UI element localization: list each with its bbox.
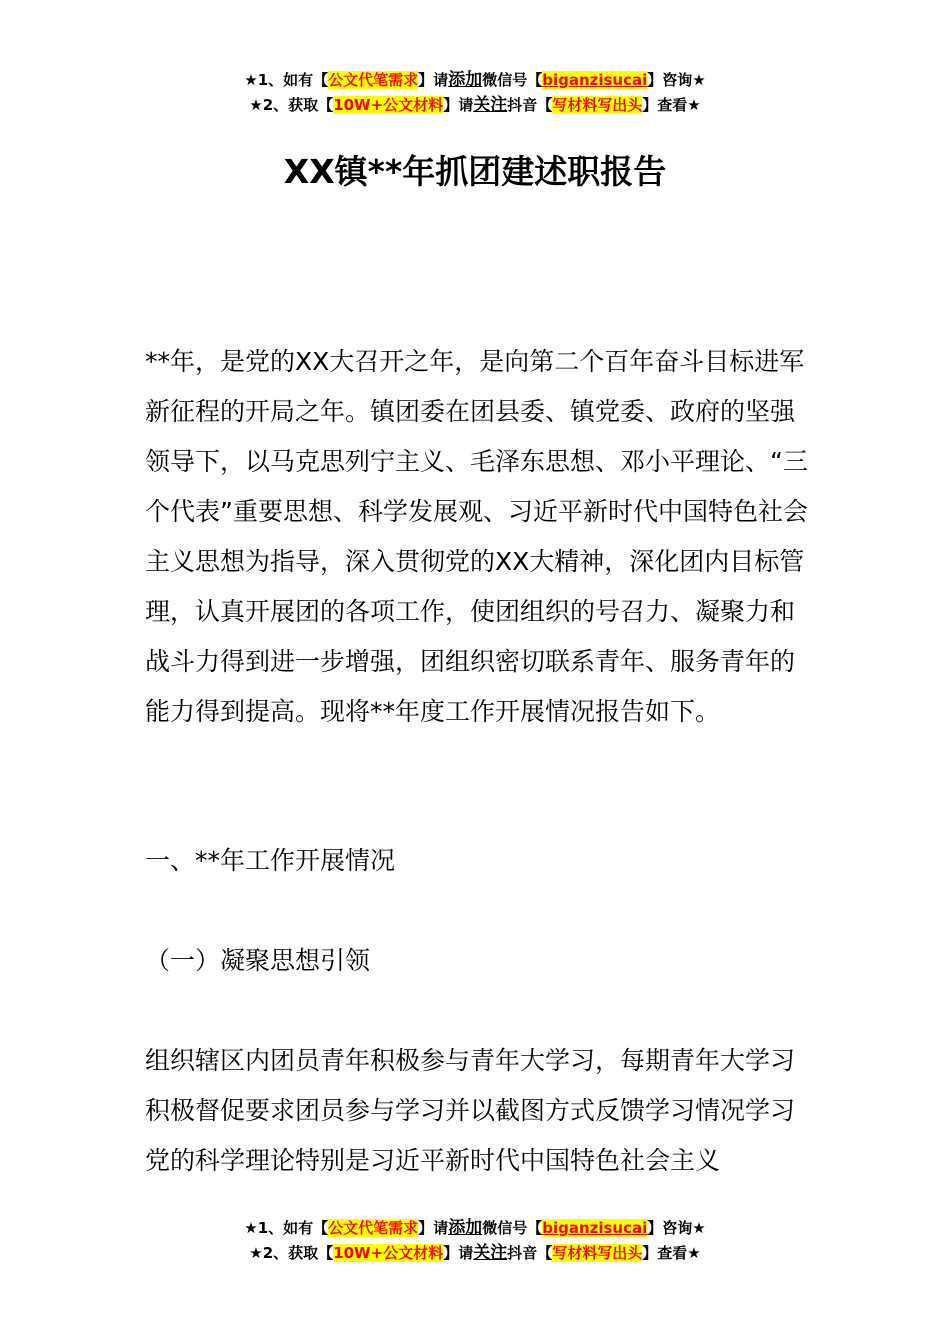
banner-text: ★1、如有【 [244,71,329,89]
banner-line-2 [0,1241,950,1266]
banner-douyin-id: 写材料写出头 [552,1244,643,1262]
body-paragraph-block [145,1036,809,1186]
banner-douyin-id: 写材料写出头 [552,96,643,114]
section-heading-block [145,836,809,886]
banner-text: 】咨询★ [647,71,706,89]
banner-wechat-id[interactable]: biganzisucai [542,1219,648,1237]
banner-emphasis: 添加 [448,1218,483,1238]
banner-text: 微信号【 [482,1219,543,1237]
banner-text: 】查看★ [642,96,701,114]
banner-text: ★2、获取【 [249,96,334,114]
banner-emphasis: 关注 [473,95,508,115]
header-banner [0,68,950,118]
banner-text: 】咨询★ [647,1219,706,1237]
intro-paragraph: **年，是党的XX大召开之年，是向第二个百年奋斗目标进军新征程的开局之年。镇团委在团县委、镇党委、政府的坚强领导下，以马克思列宁主义、毛泽东思想、邓小平理论、“三个代表”重要思想、科学发展观、习近平新时代中国特色社会主义思想为指导，深入贯彻党的XX大精神，深化团内目标管理，认真开展团的各项工作，使团组织的号召力、凝聚力和战斗力得到进一步增强，团组织密切联系青年、服务青年的能力得到提高。现将**年度工作开展情况报告如下。 [145,347,808,726]
banner-highlight: 公文代笔需求 [328,71,419,89]
banner-text: 】查看★ [642,1244,701,1262]
section-heading: 一、**年工作开展情况 [145,846,396,875]
subsection-heading-block [145,936,809,986]
banner-text: ★1、如有【 [244,1219,329,1237]
banner-line-1 [0,68,950,93]
banner-highlight: 10W+公文材料 [333,96,444,114]
banner-highlight: 10W+公文材料 [333,1244,444,1262]
banner-text: 】请 [418,71,449,89]
banner-wechat-id[interactable]: biganzisucai [542,71,648,89]
banner-highlight: 公文代笔需求 [328,1219,419,1237]
banner-emphasis: 添加 [448,70,483,90]
banner-text: 】请 [443,96,474,114]
banner-text: 抖音【 [507,1244,553,1262]
subsection-heading: （一）凝聚思想引领 [145,946,371,975]
document-title: XX镇**年抓团建述职报告 [283,152,667,191]
body-paragraph: 组织辖区内团员青年积极参与青年大学习，每期青年大学习积极督促要求团员参与学习并以截图方式反馈学习情况学习党的科学理论特别是习近平新时代中国特色社会主义 [145,1046,796,1175]
banner-line-2 [0,93,950,118]
banner-line-1 [0,1216,950,1241]
banner-text: 抖音【 [507,96,553,114]
banner-text: 】请 [443,1244,474,1262]
banner-emphasis: 关注 [473,1243,508,1263]
banner-text: 微信号【 [482,71,543,89]
footer-banner [0,1216,950,1266]
banner-text: ★2、获取【 [249,1244,334,1262]
intro-paragraph-block [145,337,809,737]
banner-text: 】请 [418,1219,449,1237]
